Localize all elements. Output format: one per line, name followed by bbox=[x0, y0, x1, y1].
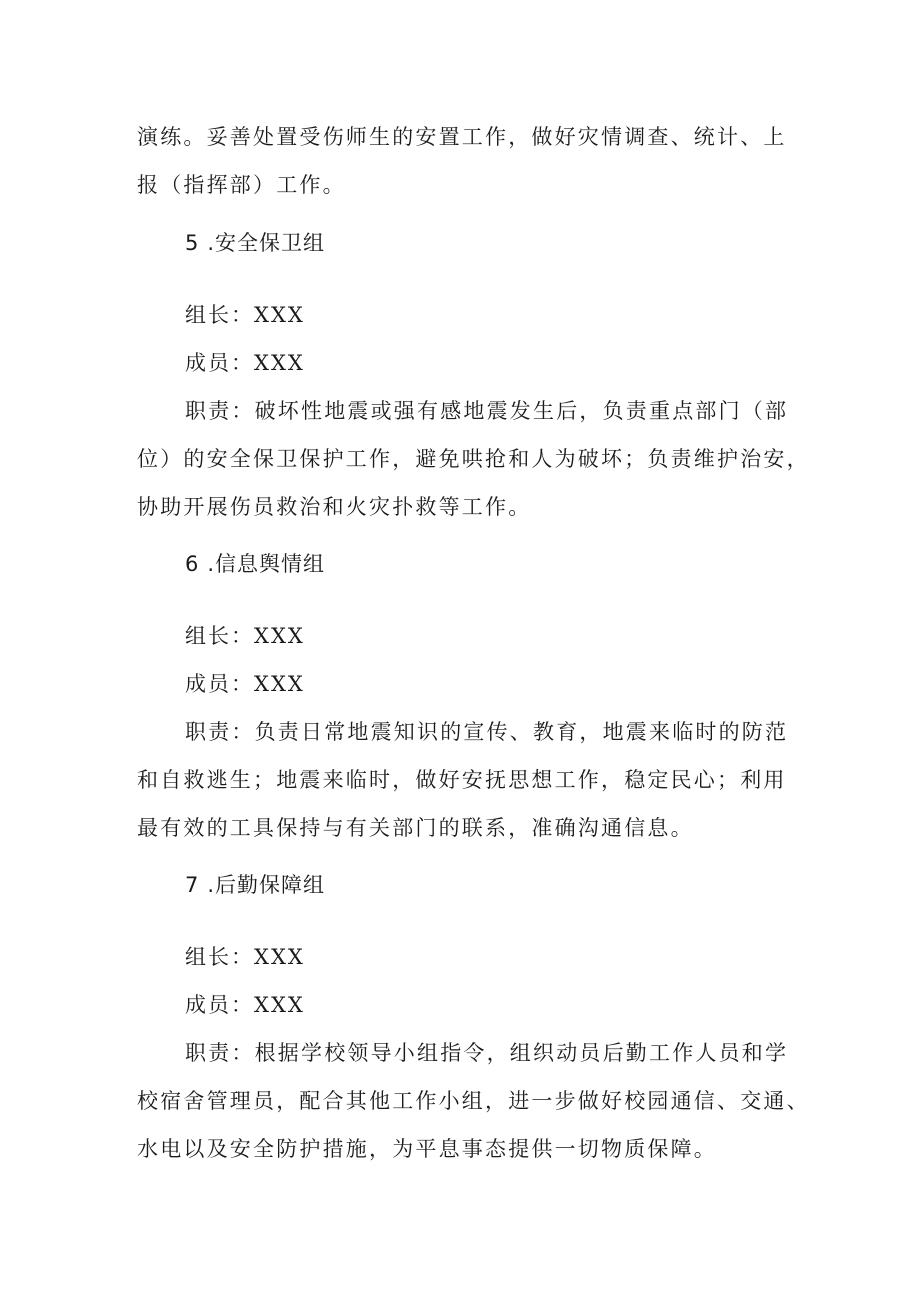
section-title: .安全保卫组 bbox=[207, 231, 326, 255]
duty-line: 位）的安全保卫保护工作，避免哄抢和人为破坏；负责维护治安， bbox=[137, 447, 810, 471]
intro-line-2: 报（指挥部）工作。 bbox=[137, 173, 346, 197]
duty-line: 协助开展伤员救治和火灾扑救等工作。 bbox=[137, 495, 532, 519]
section-title: .信息舆情组 bbox=[207, 552, 326, 576]
group-members: 成员：XXX bbox=[185, 672, 305, 696]
duty-line: 水电以及安全防护措施，为平息事态提供一切物质保障。 bbox=[137, 1137, 717, 1161]
section-heading-6 bbox=[185, 549, 325, 579]
duty-line: 校宿舍管理员，配合其他工作小组，进一步做好校园通信、交通、 bbox=[137, 1089, 810, 1113]
duty-line: 最有效的工具保持与有关部门的联系，准确沟通信息。 bbox=[137, 816, 694, 840]
section-heading-5 bbox=[185, 228, 325, 258]
group-leader: 组长：XXX bbox=[185, 303, 305, 327]
intro-line-1: 演练。妥善处置受伤师生的安置工作，做好灾情调查、统计、上 bbox=[137, 125, 787, 149]
duty-line: 和自救逃生；地震来临时，做好安抚思想工作，稳定民心；利用 bbox=[137, 768, 787, 792]
group-leader: 组长：XXX bbox=[185, 624, 305, 648]
duty-line: 职责：负责日常地震知识的宣传、教育，地震来临时的防范 bbox=[185, 720, 789, 744]
section-number: 7 bbox=[185, 873, 200, 897]
group-members: 成员：XXX bbox=[185, 351, 305, 375]
group-leader: 组长：XXX bbox=[185, 945, 305, 969]
duty-line: 职责：破坏性地震或强有感地震发生后，负责重点部门（部 bbox=[185, 399, 789, 423]
section-number: 5 bbox=[185, 231, 200, 255]
group-members: 成员：XXX bbox=[185, 993, 305, 1017]
duty-line: 职责：根据学校领导小组指令，组织动员后勤工作人员和学 bbox=[185, 1041, 789, 1065]
section-title: .后勤保障组 bbox=[207, 873, 326, 897]
section-heading-7 bbox=[185, 870, 325, 900]
section-number: 6 bbox=[185, 552, 200, 576]
